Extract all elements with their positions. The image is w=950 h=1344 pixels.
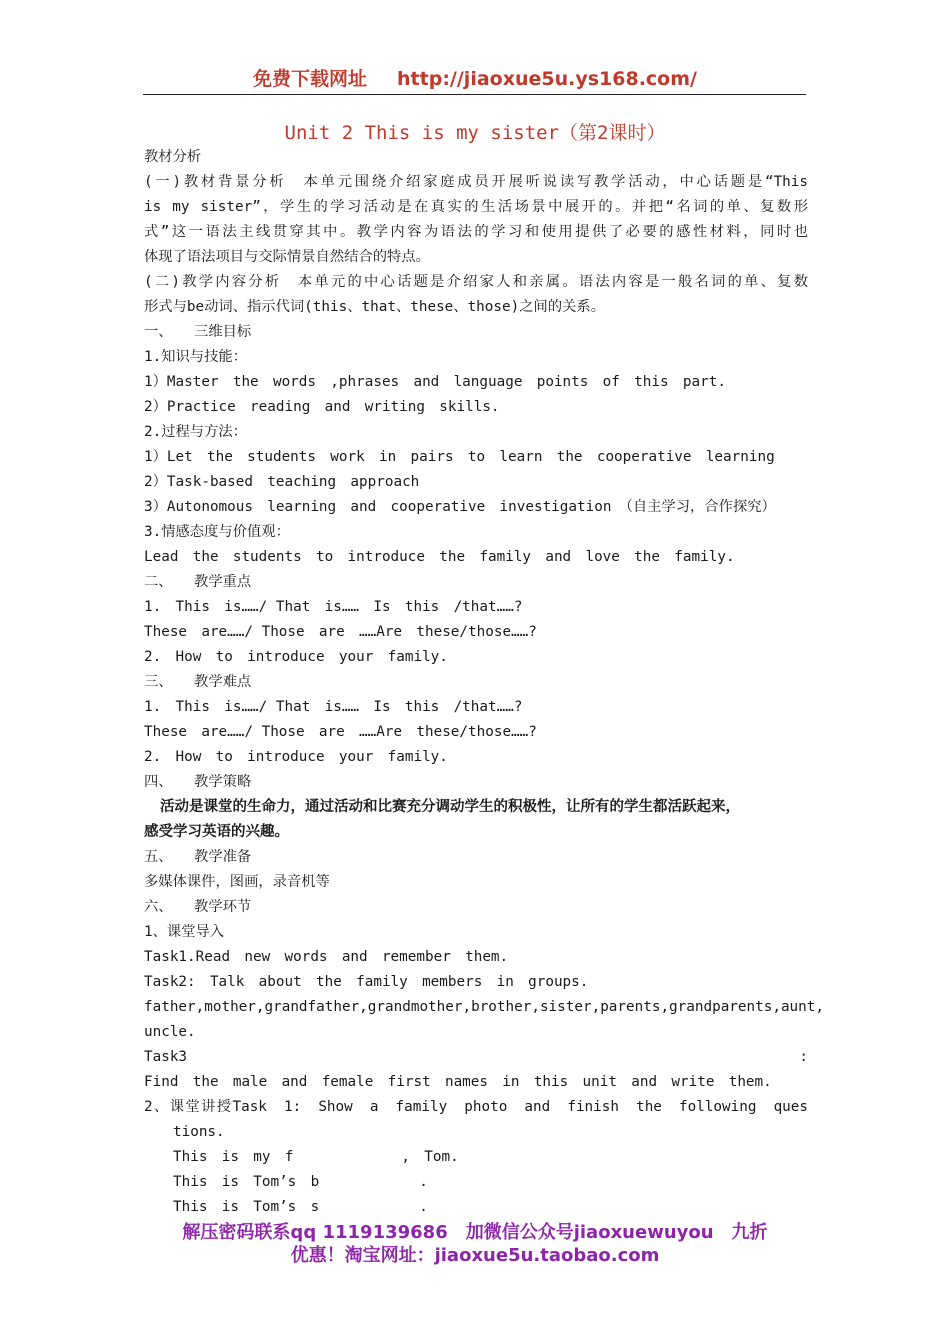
subheading: 2.过程与方法： bbox=[144, 424, 247, 440]
section-heading: 四、 教学策略 bbox=[144, 774, 252, 790]
document-body bbox=[144, 145, 824, 1220]
task-line: Find the male and female first names in this unit and write them. bbox=[144, 1074, 772, 1090]
task-line: Task1.Read new words and remember them. bbox=[144, 949, 509, 965]
section-heading: 一、 三维目标 bbox=[144, 324, 252, 340]
fill-blank-text: This is Tom’s s bbox=[173, 1199, 320, 1215]
fill-blank-line bbox=[144, 1145, 808, 1170]
task-line: tions. bbox=[173, 1124, 225, 1140]
fill-blank-line bbox=[144, 1170, 808, 1195]
task3-colon: : bbox=[799, 1049, 808, 1065]
paragraph-line: Lead the students to introduce the family and love the family. bbox=[144, 549, 735, 565]
task-line: Task2: Talk about the family members in groups. bbox=[144, 974, 589, 990]
subheading: 3.情感态度与价值观： bbox=[144, 524, 290, 540]
section-heading: 五、 教学准备 bbox=[144, 849, 252, 865]
list-item: 2. How to introduce your family. bbox=[144, 749, 448, 765]
section-heading: 六、 教学环节 bbox=[144, 899, 252, 915]
fill-blank-line bbox=[144, 1195, 808, 1220]
list-item: 2. How to introduce your family. bbox=[144, 649, 448, 665]
vocabulary-line: uncle. bbox=[144, 1024, 196, 1040]
section-heading: 三、 教学难点 bbox=[144, 674, 252, 690]
strategy-text: 活动是课堂的生命力，通过活动和比赛充分调动学生的积极性，让所有的学生都活跃起来， bbox=[160, 799, 740, 815]
paragraph-line: 多媒体课件，图画，录音机等 bbox=[144, 874, 330, 890]
fill-blank-text: , Tom. bbox=[401, 1149, 459, 1165]
page-title: Unit 2 This is my sister（第2课时） bbox=[284, 122, 666, 144]
fill-blank-text: This is my f bbox=[173, 1149, 294, 1165]
section-heading: 二、 教学重点 bbox=[144, 574, 252, 590]
task-line bbox=[144, 1045, 808, 1070]
task-line: 2、课堂讲授Task 1: Show a family photo and finish the following ques bbox=[144, 1099, 808, 1115]
paragraph-line: 体现了语法项目与交际情景自然结合的特点。 bbox=[144, 249, 430, 265]
header-label: 免费下载网址 bbox=[253, 68, 368, 90]
paragraph-line: (二)教学内容分析 本单元的中心话题是介绍家人和亲属。语法内容是一般名词的单、复数 bbox=[144, 274, 808, 290]
paragraph-line: 式”这一语法主线贯穿其中。教学内容为语法的学习和使用提供了必要的感性材料，同时也 bbox=[144, 224, 808, 240]
footer-contact: 解压密码联系qq 1119139686 加微信公众号jiaoxuewuyou 九折 bbox=[182, 1222, 768, 1243]
list-item: 2）Practice reading and writing skills. bbox=[144, 399, 500, 415]
header-banner bbox=[0, 64, 950, 91]
fill-blank-text: . bbox=[419, 1174, 428, 1190]
list-item: 1. This is……/ That is…… Is this /that……? bbox=[144, 599, 523, 615]
subheading: 1.知识与技能： bbox=[144, 349, 247, 365]
list-item: 3）Autonomous learning and cooperative investigation （自主学习，合作探究） bbox=[144, 499, 776, 515]
header-divider bbox=[143, 94, 806, 95]
list-item: 1. This is……/ That is…… Is this /that……? bbox=[144, 699, 523, 715]
section-heading: 教材分析 bbox=[144, 149, 202, 165]
list-item: 1）Let the students work in pairs to learn the cooperative learning bbox=[144, 449, 775, 465]
paragraph-line: 形式与be动词、指示代词(this、that、these、those)之间的关系。 bbox=[144, 299, 606, 315]
paragraph-line: is my sister”，学生的学习活动是在真实的生活场景中展开的。并把“名词的单、复数形 bbox=[144, 199, 808, 215]
task3-label: Task3 bbox=[144, 1049, 188, 1065]
footer-shop: 优惠！淘宝网址：jiaoxue5u.taobao.com bbox=[290, 1245, 660, 1266]
list-item: 2）Task-based teaching approach bbox=[144, 474, 420, 490]
list-item: These are……/ Those are ……Are these/those……? bbox=[144, 724, 537, 740]
fill-blank-text: . bbox=[419, 1199, 428, 1215]
fill-blank-text: This is Tom’s b bbox=[173, 1174, 320, 1190]
list-item: 1）Master the words ,phrases and language points of this part. bbox=[144, 374, 726, 390]
subheading: 1、课堂导入 bbox=[144, 924, 225, 940]
list-item: These are……/ Those are ……Are these/those……? bbox=[144, 624, 537, 640]
strategy-text: 感受学习英语的兴趣。 bbox=[144, 824, 289, 840]
header-url-link[interactable]: http://jiaoxue5u.ys168.com/ bbox=[397, 68, 697, 90]
paragraph-line: (一)教材背景分析 本单元围绕介绍家庭成员开展听说读写教学活动，中心话题是“This bbox=[144, 174, 808, 190]
vocabulary-line: father,mother,grandfather,grandmother,brother,sister,parents,grandparents,aunt, bbox=[144, 999, 824, 1015]
